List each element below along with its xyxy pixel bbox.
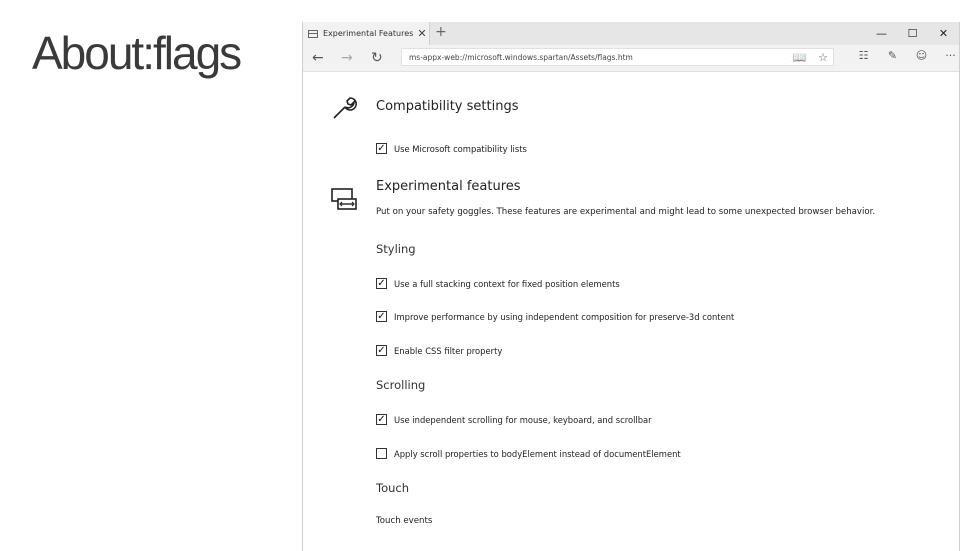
tab-experimental-features[interactable] (303, 22, 430, 45)
address-bar[interactable] (401, 48, 834, 66)
checkbox-label: Enable CSS filter property (394, 345, 503, 356)
page-icon (308, 30, 318, 38)
checkbox-row-compat[interactable] (376, 143, 527, 154)
toolbar (849, 49, 960, 62)
hub-icon[interactable]: ☷ (858, 49, 869, 62)
tab-close-icon[interactable]: ✕ (417, 27, 427, 40)
navigation-bar (303, 45, 959, 72)
more-icon[interactable]: ··· (945, 49, 956, 62)
feedback-smiley-icon[interactable]: ☺ (915, 49, 928, 62)
styling-checkbox-2[interactable]: ✓ (377, 311, 386, 322)
checkbox-row-styling-1[interactable] (376, 278, 620, 289)
checkbox-label: Improve performance by using independent composition for preserve-3d content (394, 311, 735, 322)
web-note-icon[interactable]: ✎ (887, 49, 898, 62)
reading-view-icon[interactable]: 📖 (792, 51, 807, 64)
styling-checkbox-3[interactable]: ✓ (377, 345, 386, 356)
checkbox-label: Use Microsoft compatibility lists (394, 143, 527, 154)
checkbox-label: Apply scroll properties to bodyElement instead of documentElement (394, 448, 681, 459)
checkbox-row-scrolling-2[interactable] (376, 448, 681, 459)
scrolling-heading: Scrolling (376, 378, 426, 392)
close-window-button[interactable]: ✕ (938, 27, 949, 40)
browser-window (302, 22, 960, 551)
checkbox-label: Use a full stacking context for fixed position elements (394, 278, 620, 289)
slide-title: About:flags (32, 27, 241, 79)
tab-label: Experimental Features (323, 29, 414, 38)
touch-heading: Touch (376, 481, 410, 495)
scrolling-checkbox-1[interactable]: ✓ (377, 414, 386, 425)
touch-events-label: Touch events (376, 516, 433, 526)
wrench-icon (330, 94, 358, 122)
experimental-description: Put on your safety goggles. These features are experimental and might lead to some unexpected browser behavior. (376, 207, 876, 217)
checkbox-row-styling-3[interactable] (376, 345, 502, 356)
styling-checkbox-1[interactable]: ✓ (377, 278, 386, 289)
compat-checkbox[interactable]: ✓ (377, 143, 386, 154)
styling-heading: Styling (376, 242, 416, 256)
checkbox-label: Use independent scrolling for mouse, keyboard, and scrollbar (394, 414, 652, 425)
forward-button[interactable]: → (341, 50, 353, 66)
maximize-button[interactable]: ☐ (907, 27, 918, 40)
tab-bar (303, 22, 959, 45)
checkbox-row-styling-2[interactable] (376, 311, 734, 322)
favorite-star-icon[interactable]: ☆ (818, 51, 828, 64)
back-button[interactable]: ← (312, 50, 324, 66)
minimize-button[interactable]: — (876, 27, 887, 40)
experimental-heading: Experimental features (376, 179, 521, 194)
new-tab-button[interactable]: + (435, 24, 447, 40)
window-controls (866, 22, 959, 45)
scrolling-checkbox-2[interactable] (376, 448, 387, 459)
refresh-button[interactable]: ↻ (371, 50, 383, 66)
address-text[interactable]: ms-appx-web://microsoft.windows.spartan/Assets/flags.htm (409, 53, 633, 62)
window-icon (330, 186, 358, 212)
checkbox-row-scrolling-1[interactable] (376, 414, 652, 425)
compatibility-heading: Compatibility settings (376, 99, 519, 114)
